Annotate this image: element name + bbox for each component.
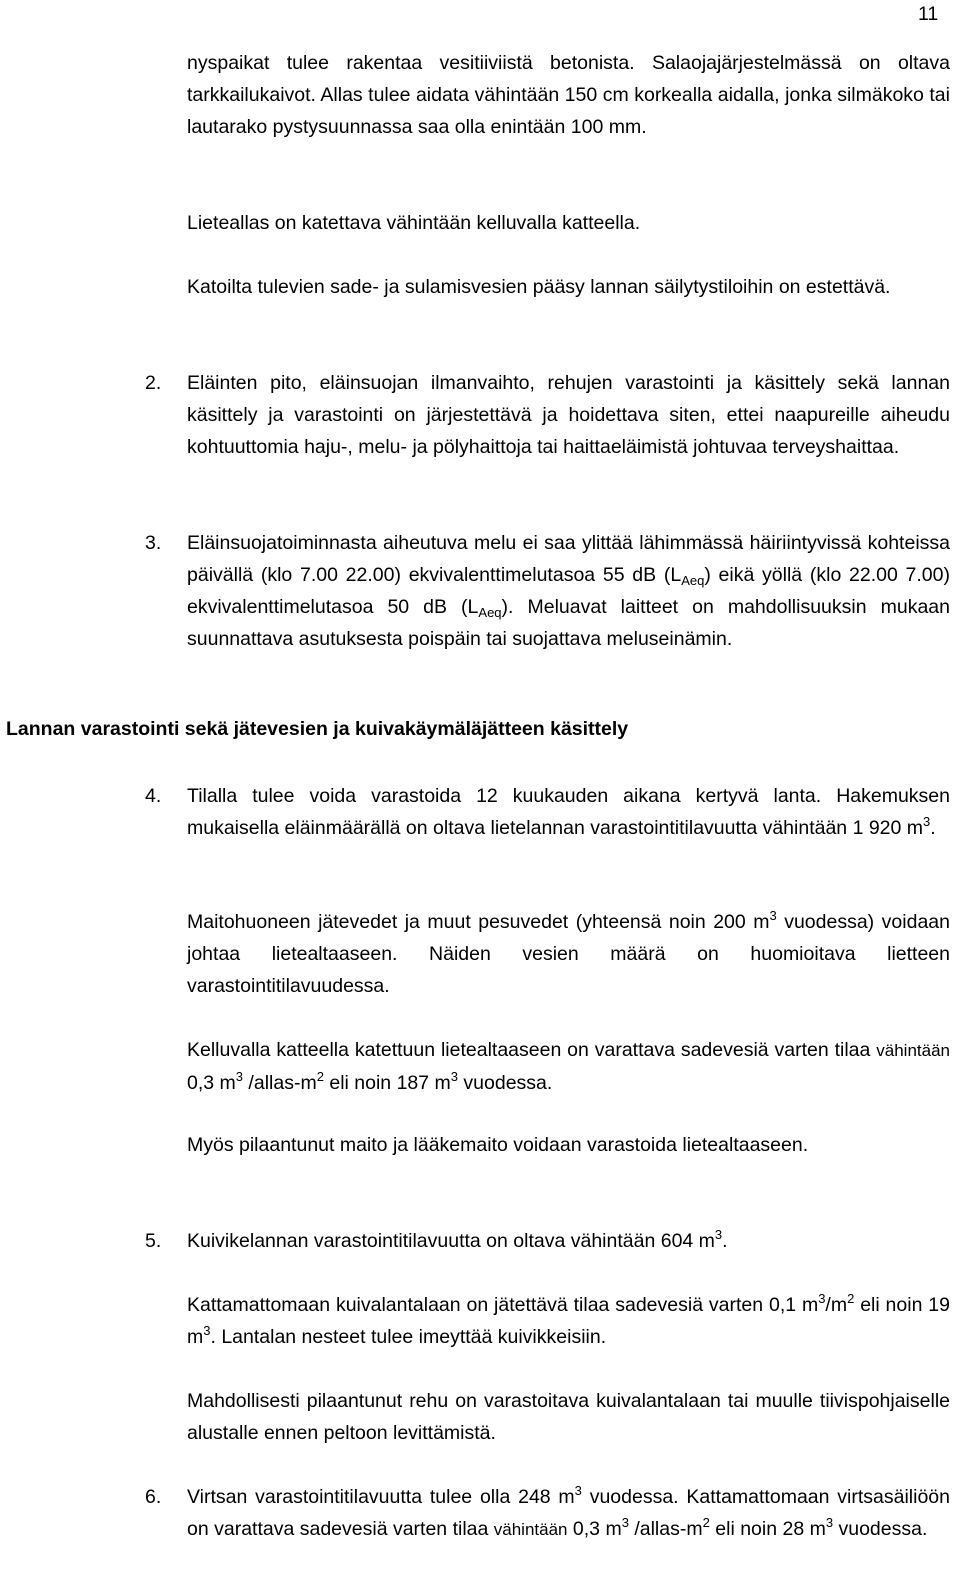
- item-6-small: vähintään: [493, 1520, 568, 1539]
- item-4-p3-sup1: 3: [235, 1069, 244, 1084]
- item-4-paragraph-4: Myös pilaantunut maito ja lääkemaito voidaan varastoida lietealtaaseen.: [187, 1134, 809, 1156]
- item-6-b: vuodessa. Kattamattomaan virtsasäiliöön on varattava sadevesiä varten tilaa: [187, 1486, 950, 1540]
- item-4-p3-a: Kelluvalla katteella katettuun lietealtaaseen on varattava sadevesiä varten tilaa: [187, 1039, 877, 1061]
- item-4-p2-sup: 3: [769, 908, 777, 923]
- item-number-6: 6.: [145, 1486, 162, 1508]
- item-4-p3-sup3: 3: [450, 1069, 458, 1084]
- item-3-text-part2: ) eikä yöllä (klo 22.00 7.00) ekvivalenttimelutasoa 50 dB (L: [187, 564, 950, 618]
- item-number-3: 3.: [145, 532, 162, 554]
- item-4-p1-end: .: [930, 817, 936, 839]
- intro-paragraph-2: Lieteallas on katettava vähintään kelluvalla katteella.: [187, 212, 641, 234]
- item-5-paragraph-1: [187, 1225, 950, 1257]
- intro-paragraph-1: nyspaikat tulee rakentaa vesitiiviistä betonista. Salaojajärjestelmässä on oltava tarkkailukaivot. Allas tulee aidata vähintään 150 cm korkealla aidalla, jonka silmäkoko tai lautarako pystysuunnassa saa olla enintään 100 mm.: [187, 52, 950, 138]
- item-6-a: Virtsan varastointitilavuutta tulee olla 248 m: [187, 1486, 575, 1508]
- item-6-sup1: 3: [574, 1483, 582, 1498]
- item-5-p2-d: . Lantalan nesteet tulee imeyttää kuivikkeisiin.: [210, 1326, 607, 1348]
- item-5-p2-b: /m: [825, 1294, 848, 1316]
- item-6-sup4: 3: [825, 1515, 834, 1530]
- item-number-2: 2.: [145, 372, 162, 394]
- item-5-p2-a: Kattamattomaan kuivalantalaan on jätettävä tilaa sadevesiä varten 0,1 m: [187, 1294, 819, 1316]
- item-4-p2-text: Maitohuoneen jätevedet ja muut pesuvedet (yhteensä noin 200 m: [187, 911, 770, 933]
- item-3-subscript-2: Aeq: [478, 605, 502, 620]
- item-3-text-part1: Eläinsuojatoiminnasta aiheutuva melu ei saa ylittää lähimmässä häiriintyvissä kohteissa päivällä (klo 7.00 22.00) ekvivalenttimelutasoa 55 dB (L: [187, 532, 950, 586]
- item-6-sup3: 2: [702, 1515, 710, 1530]
- item-4-p3-d: eli noin 187 m: [323, 1072, 451, 1094]
- item-5-p1-text: Kuivikelannan varastointitilavuutta on oltava vähintään 604 m: [187, 1230, 715, 1252]
- item-4-p1-sup: 3: [923, 814, 931, 829]
- item-4-p3-small: vähintään: [876, 1041, 950, 1060]
- item-6-text: [187, 1481, 950, 1546]
- item-4-paragraph-3: [187, 1034, 950, 1099]
- item-5-p2-sup3: 3: [203, 1323, 211, 1338]
- item-6-c: 0,3 m: [567, 1518, 622, 1540]
- item-6-sup2: 3: [621, 1515, 629, 1530]
- item-3-text: [187, 527, 950, 655]
- item-5-p1-end: .: [722, 1230, 728, 1252]
- item-5-p1-sup: 3: [714, 1227, 723, 1242]
- item-4-paragraph-2: [187, 906, 950, 1002]
- item-4-p2-rest: vuodessa) voidaan johtaa lietealtaaseen. Näiden vesien määrä on huomioitava lietteen varastointitilavuudessa.: [187, 911, 950, 997]
- item-5-p2-sup1: 3: [818, 1291, 826, 1306]
- item-3-subscript-1: Aeq: [681, 573, 705, 588]
- item-4-p3-c: /allas-m: [243, 1072, 317, 1094]
- item-6-f: vuodessa.: [833, 1518, 928, 1540]
- item-6-e: eli noin 28 m: [709, 1518, 826, 1540]
- item-5-p2-c: eli noin 19 m: [187, 1294, 950, 1348]
- item-5-paragraph-2: [187, 1289, 950, 1353]
- section-heading: Lannan varastointi sekä jätevesien ja kuivakäymäläjätteen käsittely: [6, 718, 629, 740]
- intro-paragraph-3: Katoilta tulevien sade- ja sulamisvesien pääsy lannan säilytystiloihin on estettävä.: [187, 276, 891, 298]
- item-4-p1-text: Tilalla tulee voida varastoida 12 kuukauden aikana kertyvä lanta. Hakemuksen mukaisella eläinmäärällä on oltava lietelannan varastointitilavuutta vähintään 1 920 m: [187, 785, 950, 839]
- item-number-5: 5.: [145, 1230, 162, 1252]
- item-5-paragraph-3: Mahdollisesti pilaantunut rehu on varastoitava kuivalantalaan tai muulle tiivispohjaiselle alustalle ennen peltoon levittämistä.: [187, 1390, 950, 1444]
- item-4-p3-sup2: 2: [316, 1069, 324, 1084]
- page-number: 11: [918, 3, 939, 25]
- item-3-text-part3: ). Meluavat laitteet on mahdollisuuksin mukaan suunnattava asutuksesta poispäin tai suojattava meluseinämin.: [187, 596, 950, 650]
- item-5-p2-sup2: 2: [847, 1291, 855, 1306]
- item-2-text: Eläinten pito, eläinsuojan ilmanvaihto, rehujen varastointi ja käsittely sekä lannan käsittely ja varastointi on järjestettävä ja hoidettava siten, ettei naapureille aiheudu kohtuuttomia haju-, melu- ja pölyhaittoja tai haittaeläimistä johtuvaa terveyshaittaa.: [187, 372, 950, 458]
- item-4-p3-b: 0,3 m: [187, 1072, 236, 1094]
- item-number-4: 4.: [145, 785, 162, 807]
- item-4-paragraph-1: [187, 780, 950, 844]
- item-4-p3-e: vuodessa.: [458, 1072, 553, 1094]
- item-6-d: /allas-m: [628, 1518, 703, 1540]
